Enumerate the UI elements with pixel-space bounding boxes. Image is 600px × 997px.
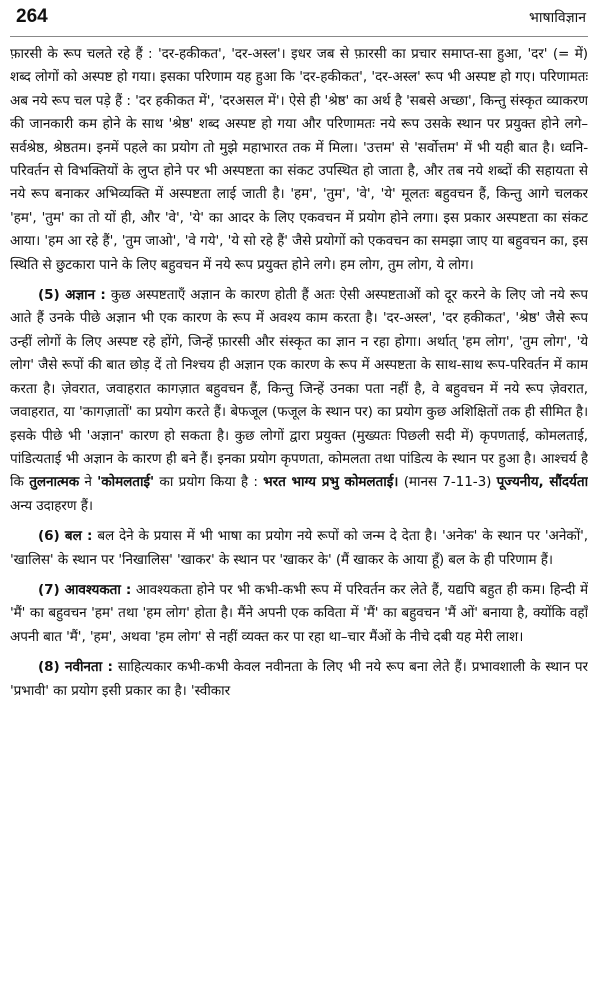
paragraph-text: आवश्यकता होने पर भी कभी-कभी रूप में परिवर्तन कर लेते हैं, यद्यपि बहुत ही कम। हिन्दी में 'मैं' का बहुवचन 'हम' तथा 'हम लोग' होता है। मैंने अपनी एक कविता में 'मैं' का बहुवचन 'मैं ओं' बनाया है, क्योंकि वहाँ अपनी बात 'मैं', 'हम', अथवा 'हम लोग' से नहीं व्यक्त कर पा रहा था–चार मैंओं के नीचे दबी यह मेरी लाश। — [10, 581, 588, 645]
paragraph-text: कुछ अस्पष्टताएँ अज्ञान के कारण होती हैं अतः ऐसी अस्पष्टताओं को दूर करने के लिए जो नये रूप आते हैं उनके पीछे अज्ञान भी एक कारण के रूप में अवश्य काम करता है। 'दर-अस्ल', 'दर हकीकत', 'श्रेष्ठ' जैसे रूप उन्हीं लोगों के लिए अस्पष्ट रहे होंगे, जिन्हें फ़ारसी और संस्कृत का ज्ञान न रहा होगा। अर्थात् 'हम लोग', 'तुम लोग', 'ये लोग' जैसे रूपों की बात छोड़ दें तो निश्चय ही अज्ञान एक कारण के रूप में अस्पष्टता के साथ-साथ रूप-परिवर्तन में काम करता है। ज़ेवरात, जवाहरात कागज़ात बहुवचन हैं, किन्तु जिन्हें उनका पता नहीं है, वे बहुवचन में नये रूप ज़ेवरात, जवाहरात, या 'कागज़ातों' का प्रयोग करते हैं। बेफजूल (फजूल के स्थान पर) का प्रयोग कुछ अशिक्षितों तक ही सीमित है। इसके पीछे भी 'अज्ञान' कारण हो सकता है। कुछ लोगों द्वारा प्रयुक्त (मुख्यतः पिछली सदी में) कृपणताई, कोमलताई, पांडित्यताई भी अज्ञान के कारण ही बने हैं। इनका प्रयोग कृपणता, कोमलता तथा पांडित्य के स्थान पर हुआ है। आश्चर्य है कि — [10, 287, 588, 491]
running-header — [10, 6, 588, 37]
page-number: 264 — [16, 6, 48, 27]
section-heading-emphasis: (6) बल : — [38, 528, 93, 545]
book-page — [10, 6, 588, 991]
paragraph-ignorance — [10, 284, 588, 518]
paragraph-text: अन्य उदाहरण हैं। — [10, 497, 93, 514]
paragraph-text: फ़ारसी के रूप चलते रहे हैं : 'दर-हकीकत', 'दर-अस्ल'। इधर जब से फ़ारसी का प्रचार समाप्त-सा हुआ, 'दर' (= में) शब्द लोगों को अस्पष्ट हो गया। इसका परिणाम यह हुआ कि 'दर-हकीकत', 'दर-अस्ल' रूप भी अस्पष्ट हो गए। परिणामतः अब नये रूप चल पड़े हैं : 'दर हकीकत में', 'दरअसल में'। ऐसे ही 'श्रेष्ठ' का अर्थ है 'सबसे अच्छा', किन्तु संस्कृत व्याकरण की जानकारी कम होने के साथ 'श्रेष्ठ' शब्द अस्पष्ट हो गया और परिणामतः नये रूप उसके स्थान पर प्रयुक्त होने लगे–सर्वश्रेष्ठ, श्रेष्ठतम। इनमें पहले का प्रयोग तो मुझे महाभारत तक में मिला। 'उत्तम' से 'सर्वोत्तम' में भी यही बात है। ध्वनि-परिवर्तन से विभक्तियों के लुप्त होने पर भी अस्पष्टता का संकट उपस्थित हो जाता है, और तब नये शब्दों की सहायता से नये रूप बनाकर अभिव्यक्ति में अस्पष्टता लाई जाती है। 'हम', 'तुम', 'वे', 'ये' मूलतः बहुवचन हैं, किन्तु आगे चलकर 'हम', 'तुम' का तो यों ही, और 'वे', 'ये' का आदर के लिए एकवचन में प्रयोग होने लगा। इस प्रकार अस्पष्टता का संकट आया। 'हम आ रहे हैं', 'तुम जाओ', 'वे गये', 'ये सो रहे हैं' जैसे प्रयोगों को एकवचन का समझा जाए या बहुवचन का, इस स्थिति से छुटकारा पाने के लिए बहुवचन में नये रूप प्रयुक्त होने लगे। हम लोग, तुम लोग, ये लोग। — [10, 46, 588, 273]
paragraph-text: ने — [79, 474, 98, 491]
emphasis-term: पूज्यनीय, सौंदर्यता — [496, 474, 588, 491]
emphasis-quote: भरत भाग्य प्रभु कोमलताई। — [263, 474, 399, 491]
emphasis-term: 'कोमलताई' — [97, 474, 155, 491]
paragraph-novelty — [10, 656, 588, 703]
section-heading-ignorance: (5) अज्ञान : — [38, 287, 106, 304]
paragraph-text: बल देने के प्रयास में भी भाषा का प्रयोग नये रूपों को जन्म दे देता है। 'अनेक' के स्थान पर 'अनेकों', 'खालिस' के स्थान पर 'निखालिस' 'खाकर' के स्थान पर 'खाकर के' (मैं खाकर के आया हूँ) बल के ही परिणाम हैं। — [10, 528, 588, 568]
book-title: भाषाविज्ञान — [529, 10, 586, 26]
body-text — [10, 43, 588, 703]
paragraph-necessity — [10, 579, 588, 649]
section-heading-novelty: (8) नवीनता : — [38, 659, 113, 676]
section-heading-necessity: (7) आवश्यकता : — [38, 581, 132, 598]
emphasis-term: तुलनात्मक — [29, 474, 80, 491]
paragraph-text: का प्रयोग किया है : — [154, 474, 264, 491]
citation: (मानस 7-11-3) — [398, 474, 497, 491]
paragraph-emphasis — [10, 525, 588, 572]
paragraph-ambiguity-continued — [10, 43, 588, 277]
paragraph-text: साहित्यकार कभी-कभी केवल नवीनता के लिए भी नये रूप बना लेते हैं। प्रभावशाली के स्थान पर 'प्रभावी' का प्रयोग इसी प्रकार का है। 'स्वीकार — [10, 659, 588, 699]
